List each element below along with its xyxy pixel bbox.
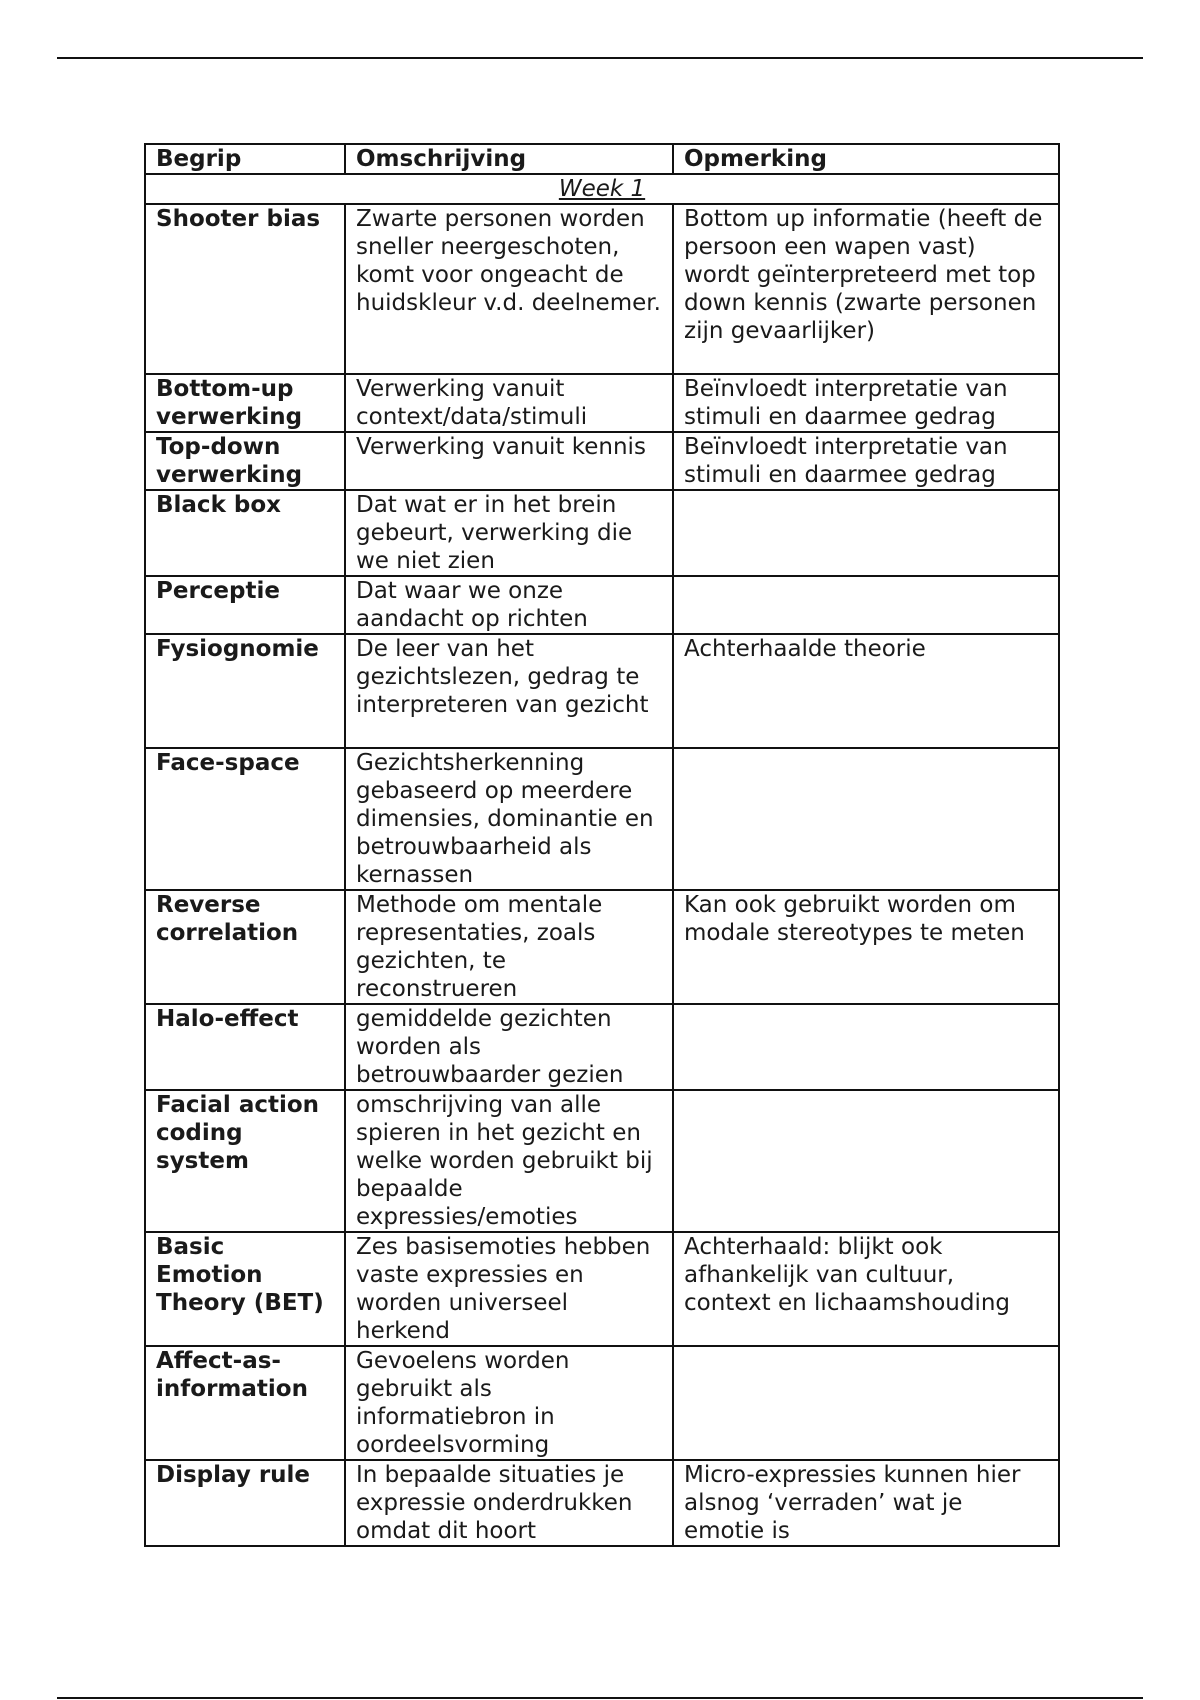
table-row <box>145 490 1059 576</box>
page-top-rule <box>57 57 1143 59</box>
week-row <box>145 174 1059 204</box>
term-cell: Bottom-up verwerking <box>145 374 345 432</box>
table-row <box>145 576 1059 634</box>
remark-cell: Micro-expressies kunnen hier alsnog ‘verraden’ wat je emotie is <box>673 1460 1059 1546</box>
remark-cell: Beïnvloedt interpretatie van stimuli en daarmee gedrag <box>673 432 1059 490</box>
page-bottom-rule <box>57 1697 1143 1699</box>
description-cell: In bepaalde situaties je expressie onderdrukken omdat dit hoort <box>345 1460 673 1546</box>
table-row <box>145 374 1059 432</box>
table-row <box>145 204 1059 374</box>
description-cell: Gevoelens worden gebruikt als informatiebron in oordeelsvorming <box>345 1346 673 1460</box>
term-cell: Top-down verwerking <box>145 432 345 490</box>
description-cell: Methode om mentale representaties, zoals gezichten, te reconstrueren <box>345 890 673 1004</box>
description-cell: gemiddelde gezichten worden als betrouwbaarder gezien <box>345 1004 673 1090</box>
description-cell: Dat wat er in het brein gebeurt, verwerking die we niet zien <box>345 490 673 576</box>
description-cell: Dat waar we onze aandacht op richten <box>345 576 673 634</box>
table-row <box>145 1460 1059 1546</box>
remark-cell: Bottom up informatie (heeft de persoon een wapen vast) wordt geïnterpreteerd met top down kennis (zwarte personen zijn gevaarlijker) <box>673 204 1059 374</box>
remark-cell: Kan ook gebruikt worden om modale stereotypes te meten <box>673 890 1059 1004</box>
glossary-table <box>144 143 1060 1547</box>
term-cell: Display rule <box>145 1460 345 1546</box>
remark-cell: Achterhaalde theorie <box>673 634 1059 748</box>
term-cell: Basic Emotion Theory (BET) <box>145 1232 345 1346</box>
description-cell: Zes basisemoties hebben vaste expressies en worden universeel herkend <box>345 1232 673 1346</box>
description-cell: Verwerking vanuit kennis <box>345 432 673 490</box>
header-omschrijving: Omschrijving <box>345 144 673 174</box>
term-cell: Reverse correlation <box>145 890 345 1004</box>
description-cell: Verwerking vanuit context/data/stimuli <box>345 374 673 432</box>
table-row <box>145 1346 1059 1460</box>
term-cell: Affect-as-information <box>145 1346 345 1460</box>
description-cell: De leer van het gezichtslezen, gedrag te interpreteren van gezicht <box>345 634 673 748</box>
remark-cell <box>673 1004 1059 1090</box>
remark-cell: Achterhaald: blijkt ook afhankelijk van cultuur, context en lichaamshouding <box>673 1232 1059 1346</box>
term-cell: Fysiognomie <box>145 634 345 748</box>
remark-cell: Beïnvloedt interpretatie van stimuli en daarmee gedrag <box>673 374 1059 432</box>
remark-cell <box>673 576 1059 634</box>
term-cell: Black box <box>145 490 345 576</box>
table-row <box>145 1090 1059 1232</box>
term-cell: Perceptie <box>145 576 345 634</box>
remark-cell <box>673 1090 1059 1232</box>
description-cell: Gezichtsherkenning gebaseerd op meerdere dimensies, dominantie en betrouwbaarheid als kernassen <box>345 748 673 890</box>
header-opmerking: Opmerking <box>673 144 1059 174</box>
table-row <box>145 432 1059 490</box>
remark-cell <box>673 490 1059 576</box>
header-begrip: Begrip <box>145 144 345 174</box>
description-cell: Zwarte personen worden sneller neergeschoten, komt voor ongeacht de huidskleur v.d. deelnemer. <box>345 204 673 374</box>
table-row <box>145 890 1059 1004</box>
week-label: Week 1 <box>145 174 1059 204</box>
table-row <box>145 1232 1059 1346</box>
term-cell: Facial action coding system <box>145 1090 345 1232</box>
description-cell: omschrijving van alle spieren in het gezicht en welke worden gebruikt bij bepaalde expressies/emoties <box>345 1090 673 1232</box>
table-row <box>145 1004 1059 1090</box>
remark-cell <box>673 748 1059 890</box>
term-cell: Shooter bias <box>145 204 345 374</box>
table-row <box>145 748 1059 890</box>
table-row <box>145 634 1059 748</box>
remark-cell <box>673 1346 1059 1460</box>
header-row <box>145 144 1059 174</box>
term-cell: Face-space <box>145 748 345 890</box>
term-cell: Halo-effect <box>145 1004 345 1090</box>
